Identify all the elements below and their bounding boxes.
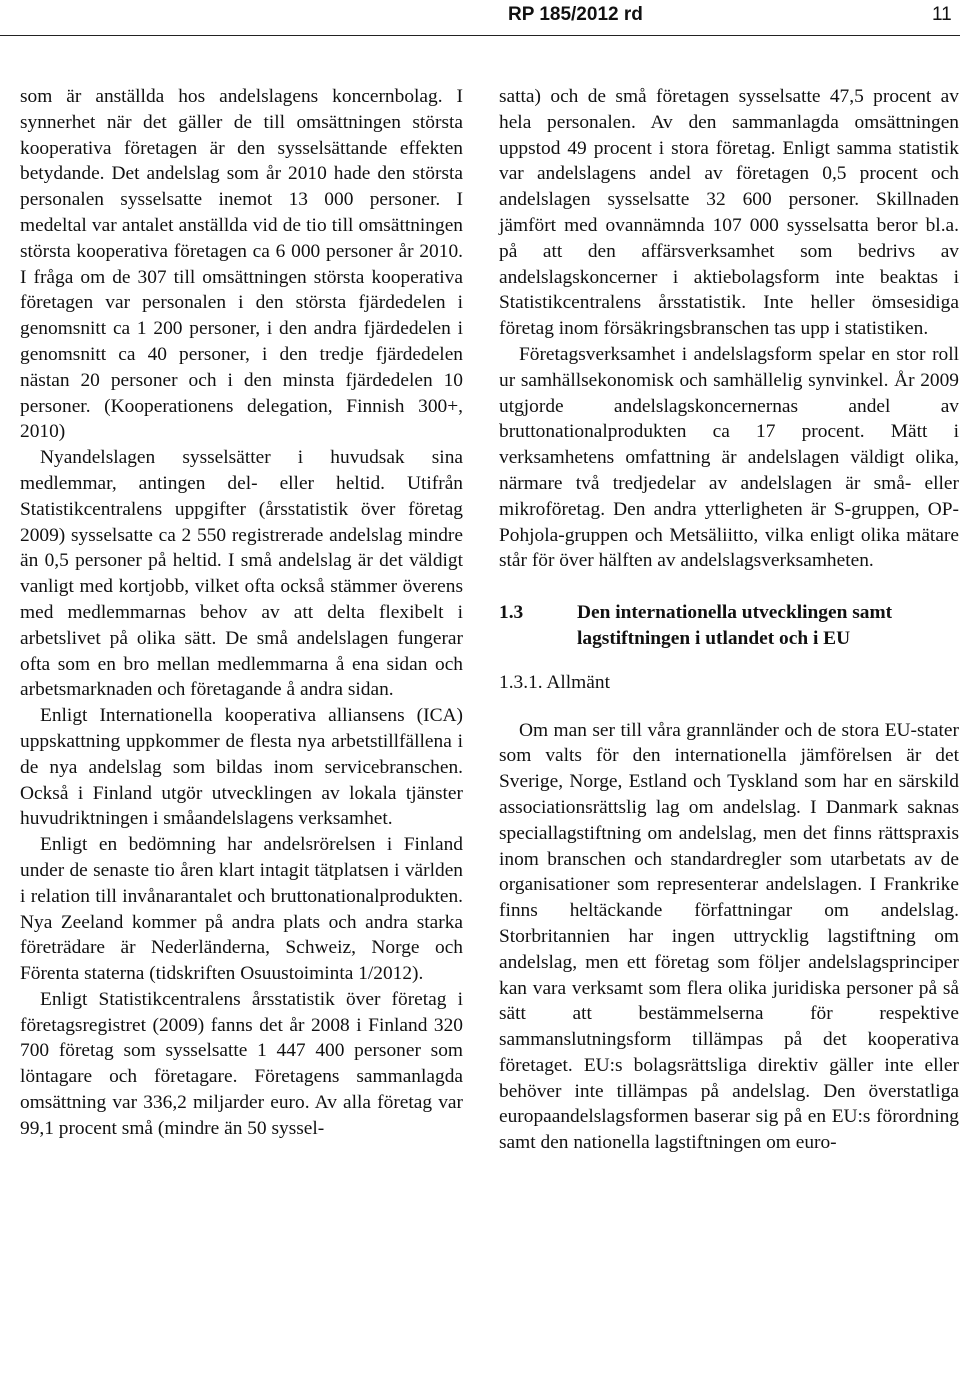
subsection-heading: 1.3.1. Allmänt <box>499 671 610 693</box>
section-heading <box>499 600 959 652</box>
spacer <box>499 574 959 600</box>
paragraph: Enligt en bedömning har andelsrörelsen i Finland under de senaste tio åren klart intagit tätplatsen i världen i relation till invånarantalet och bruttonationalprodukten. Nya Zeeland kommer på andra plats och andra starka företrädare är Nederländerna, Schweiz, Norge och Förenta staterna (tidskriften Osuustoiminta 1/2012). <box>20 834 463 985</box>
section-number: 1.3 <box>499 602 524 624</box>
page-header <box>0 0 960 30</box>
page-number: 11 <box>932 4 952 25</box>
spacer <box>499 652 959 670</box>
paragraph: som är anställda hos andelslagens koncernbolag. I synnerhet när det gäller de till omsättningen största kooperativa företagen är den sysselsättande effekten betydande. Det andelslag som år 2010 hade den största personalen sysselsatte inemot 13 000 personer. I medeltal var antalet anställda vid de tio till omsättningen största kooperativa företagen ca 6 000 personer år 2010. I fråga om de 307 till omsättningen största kooperativa företagen var personalen i den största fjärdedelen i genomsnitt ca 1 200 personer, i den andra fjärdedelen i genomsnitt ca 40 personer, i den tredje fjärdedelen nästan 20 personer och i den minsta fjärdedelen 10 personer. (Kooperationens delegation, Finnish 300+, 2010) <box>20 86 463 443</box>
paragraph: Företagsverksamhet i andelslagsform spelar en stor roll ur samhällsekonomisk och samhällelig synvinkel. År 2009 utgjorde andelslagskoncernernas andel av bruttonationalprodukten ca 17 procent. Mätt i verksamhetens omfattning är andelslagen väldigt olika, närmare två tredjedelar av andelslagen är små- eller mikroföretag. Den andra ytterligheten är S-gruppen, OP-Pohjola-gruppen och Metsäliitto, vilka enligt olika mätare står för över hälften av andelslagsverksamheten. <box>499 343 959 572</box>
section-title: Den internationella utvecklingen samt lagstiftningen i utlandet och i EU <box>577 602 893 649</box>
paragraph: Om man ser till våra grannländer och de stora EU-stater som valts för den internationella jämförelsen är det Sverige, Norge, Estland och Tyskland som har en särskild associationsrättslig lag om andelslag. I Danmark saknas speciallagstiftning om andelslag, men det finns rättspraxis inom branschen och standardregler som utarbetats av de organisationer som representerar andelslagen. I Frankrike finns heltäckande författningar om andelslag. Storbritannien har ingen uttrycklig lagstiftning om andelslag, men ett företag som följer andelslagsprinciper kan vara verksamt som flera olika juridiska personer på så sätt att bestämmelserna för respektive sammanslutningsform tillämpas på det kooperativa företaget. EU:s bolagsrättsliga direktiv gäller inte eller behöver inte tillämpas på andelslag. Den överstatliga europaandelslagsformen baserar sig på en EU:s förordning samt den nationella lagstiftningen om euro- <box>499 719 959 1154</box>
paragraph: Nyandelslagen sysselsätter i huvudsak sina medlemmar, antingen del- eller heltid. Utifrån Statistikcentralens uppgifter (årsstatistik över företag 2009) sysselsatte ca 2 550 registrerade andelslag mindre än 0,5 personer på heltid. I små andelslag är det väldigt vanligt med kortjobb, vilket ofta också stämmer överens med medlemmarnas behov av att delta flexibelt i arbetslivet på olika sätt. De små andelslagen fungerar ofta som en bro mellan medlemmarna å ena sidan och arbetsmarknaden och företagande å andra sidan. <box>20 447 463 701</box>
paragraph: Enligt Statistikcentralens årsstatistik över företag i företagsregistret (2009) fanns det år 2008 i Finland 320 700 företag som sysselsatte 1 447 400 personer som löntagare och företagare. Företagens sammanlagda omsättning var 336,2 miljarder euro. Av alla företag var 99,1 procent små (mindre än 50 syssel- <box>20 988 463 1139</box>
document-title: RP 185/2012 rd <box>508 4 643 25</box>
paragraph: Enligt Internationella kooperativa alliansens (ICA) uppskattning uppkommer de flesta nya arbetstillfällena i de nya andelslag som bildas inom servicebranschen. Också i Finland utgör utvecklingen av lokala tjänster huvudriktningen i småandelslagens verksamhet. <box>20 705 463 830</box>
paragraph: satta) och de små företagen sysselsatte 47,5 procent av hela personalen. Av den sammanlagda omsättningen uppstod 49 procent i stora företag. Enligt samma statistik var andelslagens andel av företagen 0,5 procent och andelslagen sysselsatte 32 600 personer. Skillnaden jämfört med ovannämnda 107 000 sysselsatta beror bl.a. på att den affärsverksamhet som bedrivs av andelslagskoncerner i aktiebolagsform inte beaktas i Statistikcentralens årsstatistik. Inte heller ömsesidiga företag inom försäkringsbranschen tas upp i statistiken. <box>499 86 959 340</box>
header-divider <box>0 35 960 36</box>
left-column <box>20 84 463 1142</box>
right-column <box>499 84 959 1156</box>
spacer <box>499 696 959 718</box>
